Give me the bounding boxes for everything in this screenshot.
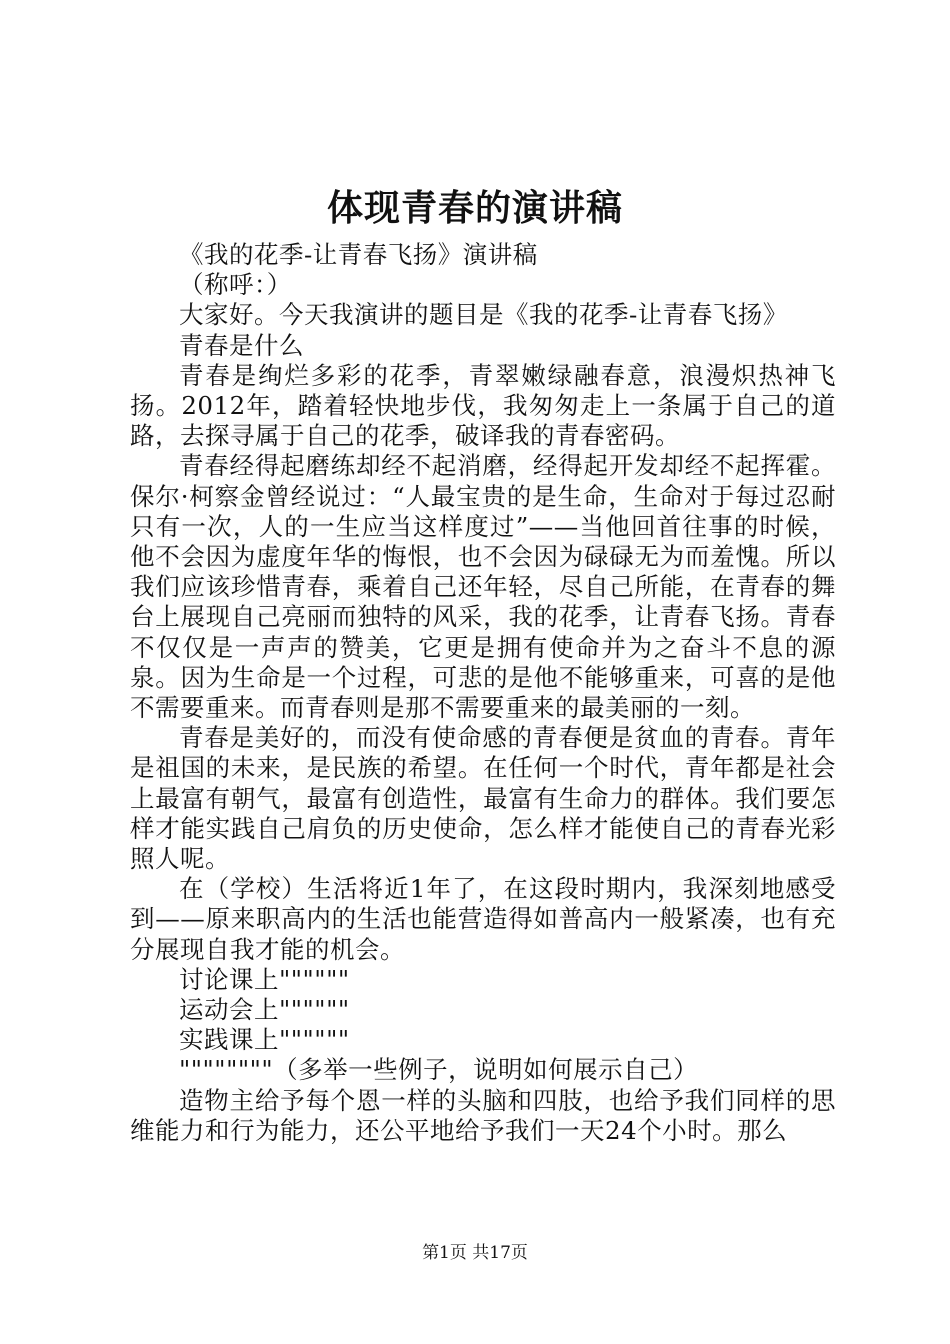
paragraph: 《我的花季-让青春飞扬》演讲稿	[179, 240, 538, 269]
page-title: 体现青春的演讲稿	[326, 187, 623, 229]
paragraph: 青春是绚烂多彩的花季，青翠嫩绿融春意，浪漫炽热神飞扬。2012年，踏着轻快地步伐，我匆匆走上一条属于自己的道路，去探寻属于自己的花季，破译我的青春密码。	[130, 360, 836, 451]
paragraph: 青春经得起磨练却经不起消磨，经得起开发却经不起挥霍。保尔·柯察金曾经说过：“人最宝贵的是生命，生命对于每过忍耐只有一次，人的一生应当这样度过”——当他回首往事的时候，他不会因为虚度年华的悔恨，也不会因为碌碌无为而羞愧。所以我们应该珍惜青春，乘着自己还年轻，尽自己所能，在青春的舞台上展现自己亮丽而独特的风采，我的花季，让青春飞扬。青春不仅仅是一声声的赞美，它更是拥有使命并为之奋斗不息的源泉。因为生命是一个过程，可悲的是他不能够重来，可喜的是他不需要重来。而青春则是那不需要重来的最美丽的一刻。	[130, 451, 836, 723]
paragraph: 运动会上""""""	[179, 995, 350, 1025]
paragraph: （称呼：）	[179, 270, 292, 300]
document-body	[130, 240, 836, 1146]
paragraph: 在（学校）生活将近1年了，在这段时期内，我深刻地感受到——原来职高内的生活也能营造得如普高内一般紧凑，也有充分展现自我才能的机会。	[130, 874, 836, 964]
paragraph: 大家好。今天我演讲的题目是《我的花季-让青春飞扬》	[179, 300, 788, 330]
paragraph: 青春是什么	[179, 330, 304, 360]
paragraph: """"""""（多举一些例子，说明如何展示自己）	[179, 1055, 699, 1085]
paragraph: 青春是美好的，而没有使命感的青春便是贫血的青春。青年是祖国的未来，是民族的希望。在任何一个时代，青年都是社会上最富有朝气，最富有创造性，最富有生命力的群体。我们要怎样才能实践自己肩负的历史使命，怎么样才能使自己的青春光彩照人呢。	[130, 723, 836, 874]
paragraph: 讨论课上""""""	[179, 964, 350, 994]
paragraph: 实践课上""""""	[179, 1025, 350, 1055]
page-number: 第1页 共17页	[422, 1243, 528, 1263]
paragraph: 造物主给予每个恩一样的头脑和四肢，也给予我们同样的思维能力和行为能力，还公平地给予我们一天24个小时。那么	[130, 1085, 836, 1145]
